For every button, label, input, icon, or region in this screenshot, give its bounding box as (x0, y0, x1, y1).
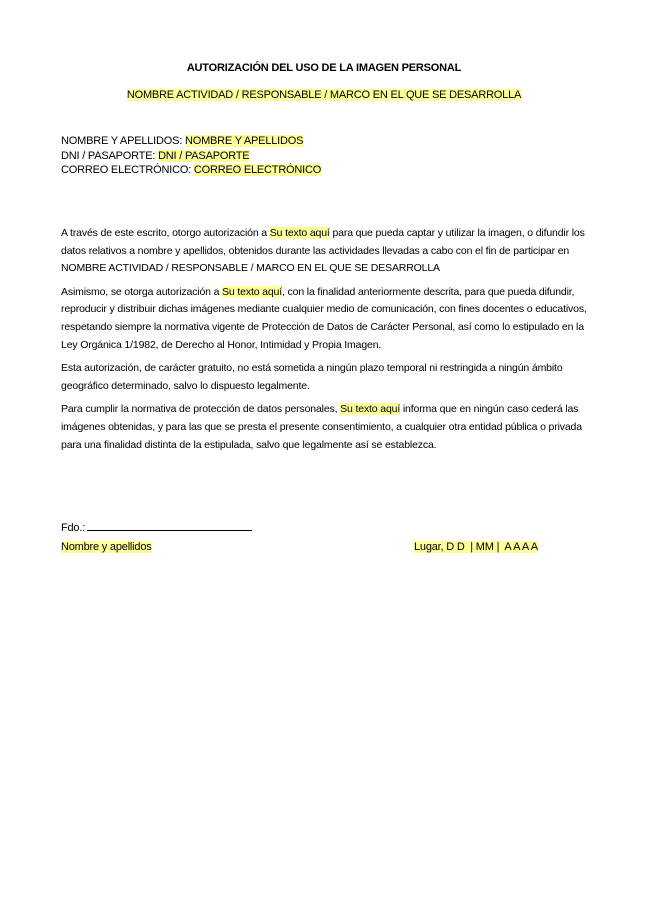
activity-placeholder[interactable]: NOMBRE ACTIVIDAD / RESPONSABLE / MARCO EN EL QUE SE DESARROLLA (126, 89, 522, 101)
paragraph-2-text-end: , con la finalidad anteriormente descrita, para que pueda difundir, reproducir y distribuir dichas imágenes mediante cualquier medio de comunicación, con fines docentes o educativos, respetando siempre la normativa vigente de Protección de Datos de Carácter Personal, así como lo estipulado en la Ley Orgánica 1/1982, de Derecho al Honor, Intimidad y Propia Imagen. (61, 285, 587, 351)
name-field-label: NOMBRE Y APELLIDOS: (61, 135, 183, 147)
email-field-value[interactable]: CORREO ELECTRÓNICO (193, 164, 322, 176)
document-title (0, 62, 648, 74)
document-subtitle (0, 89, 648, 101)
name-field (61, 134, 591, 149)
paragraph-2-text-start: Asimismo, se otorga autorización a (61, 285, 223, 298)
paragraph-1-placeholder[interactable]: Su texto aquí (269, 227, 330, 239)
paragraph-3-text: Esta autorización, de carácter gratuito, no está sometida a ningún plazo temporal ni restringida a ningún ámbito geográfico determinado, salvo lo dispuesto legalmente. (61, 362, 563, 392)
signature-area (61, 520, 252, 534)
paragraph-2-placeholder[interactable]: Su texto aquí (222, 285, 283, 298)
authorization-body (61, 225, 591, 460)
id-field (61, 149, 591, 164)
signer-name (61, 541, 152, 553)
paragraph-1-text-start: A través de este escrito, otorgo autorización a (61, 227, 270, 239)
paragraph-4-placeholder[interactable]: Su texto aquí (340, 403, 401, 416)
signature-line[interactable] (87, 520, 252, 531)
document-title-text: AUTORIZACIÓN DEL USO DE LA IMAGEN PERSONAL (186, 62, 462, 74)
place-date-placeholder[interactable]: Lugar, D D | MM | A A A A (414, 541, 538, 553)
paragraph-4-text-start: Para cumplir la normativa de protección de datos personales, (61, 403, 341, 416)
id-field-value[interactable]: DNI / PASAPORTE (158, 149, 250, 162)
signer-name-placeholder[interactable]: Nombre y apellidos (61, 541, 152, 553)
paragraph-data-protection (61, 401, 591, 454)
paragraph-free-of-charge (61, 360, 591, 395)
paragraph-4-text-end: informa que en ningún caso cederá las imágenes obtenidas, y para las que se presta el presente consentimiento, a cualquier otra entidad pública o privada para una finalidad distinta de la estipulada, salvo que legalmente así se establezca. (61, 403, 582, 451)
paragraph-authorization (61, 225, 591, 278)
signature-label: Fdo.: (61, 522, 86, 534)
email-field (61, 163, 591, 178)
paragraph-1-text-end: para que pueda captar y utilizar la imagen, o difundir los datos relativos a nombre y apellidos, obtenidos durante las actividades llevadas a cabo con el fin de participar en NOMBRE ACTIVIDAD / RESPONSABLE / MARCO EN EL QUE SE DESARROLLA (61, 227, 585, 275)
id-field-label: DNI / PASAPORTE: (61, 149, 156, 162)
email-field-label: CORREO ELECTRÓNICO: (61, 164, 192, 176)
personal-data-fields (61, 134, 591, 178)
place-date (414, 541, 538, 553)
name-field-value[interactable]: NOMBRE Y APELLIDOS (184, 135, 304, 147)
paragraph-distribution (61, 284, 591, 354)
